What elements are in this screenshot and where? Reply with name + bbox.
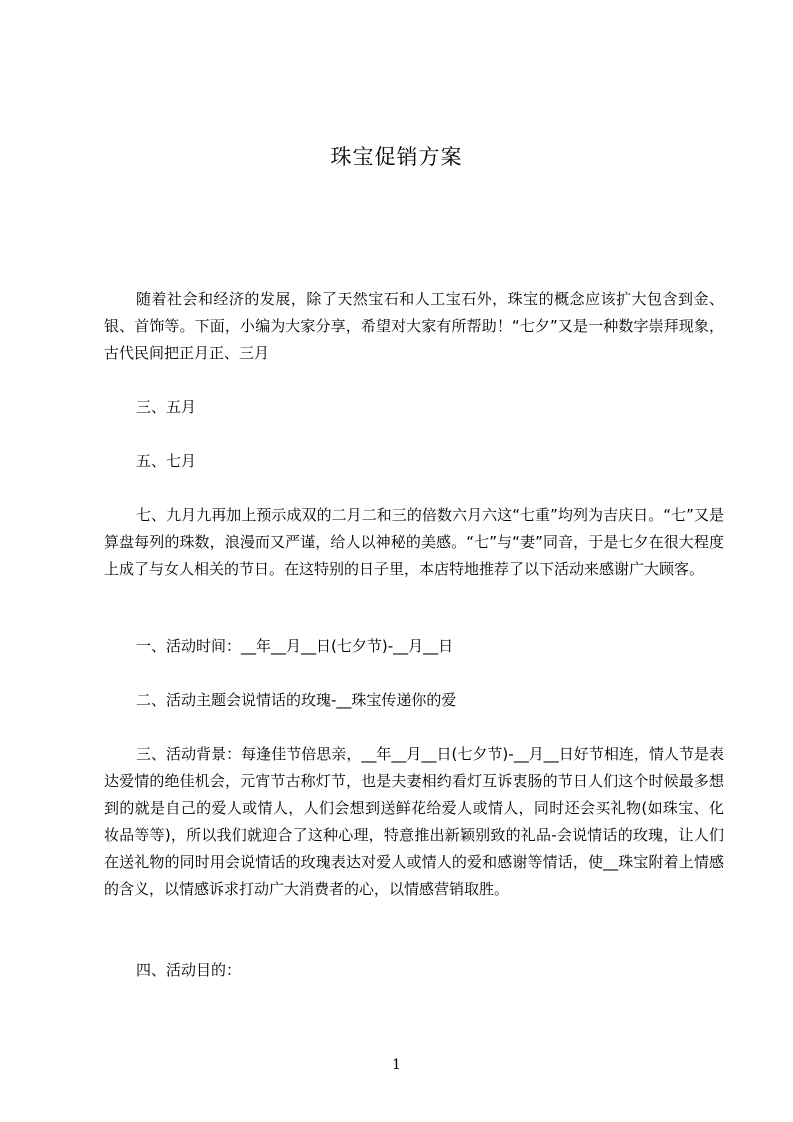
paragraph-third-fifth-month: 三、五月 xyxy=(136,398,197,416)
section-activity-background: 三、活动背景：每逢佳节倍思亲，__年__月__日(七夕节)-__月__日好节相连，情人节是表达爱情的绝佳机会，元宵节古称灯节，也是夫妻相约看灯互诉衷肠的节日人们这个时候最多想到的就是自己的爱人或情人，人们会想到送鲜花给爱人或情人，同时还会买礼物(如珠宝、化妆品等等)，所以我们就迎合了这种心理，特意推出新颖别致的礼品-会说情话的玫瑰，让人们在送礼物的同时用会说情话的玫瑰表达对爱人或情人的爱和感谢等情话，使__珠宝附着上情感的含义，以情感诉求打动广大消费者的心，以情感营销取胜。 xyxy=(104,745,724,898)
paragraph-fifth-seventh-month: 五、七月 xyxy=(136,452,197,470)
page-number: 1 xyxy=(392,1057,401,1073)
section-activity-purpose: 四、活动目的： xyxy=(136,961,242,979)
paragraph-qixi-description: 七、九月九再加上预示成双的二月二和三的倍数六月六这“七重”均列为吉庆日。“七”又是算盘每列的珠数，浪漫而又严谨，给人以神秘的美感。“七”与“妻”同音，于是七夕在很大程度上成了与女人相关的节日。在这特别的日子里，本店特地推荐了以下活动来感谢广大顾客。 xyxy=(104,506,724,578)
intro-paragraph: 随着社会和经济的发展，除了天然宝石和人工宝石外，珠宝的概念应该扩大包含到金、银、首饰等。下面，小编为大家分享，希望对大家有所帮助！“七夕”又是一种数字崇拜现象，古代民间把正月正、三月 xyxy=(104,290,724,362)
section-activity-theme: 二、活动主题会说情话的玫瑰-__珠宝传递你的爱 xyxy=(136,691,457,709)
section-activity-time: 一、活动时间：__年__月__日(七夕节)-__月__日 xyxy=(136,637,454,655)
page-title: 珠宝促销方案 xyxy=(330,145,463,169)
